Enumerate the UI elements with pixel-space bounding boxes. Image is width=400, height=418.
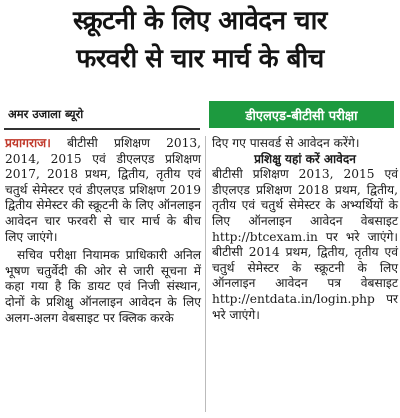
subhead: प्रशिक्षु यहां करें आवेदन (254, 151, 356, 166)
headline-line-1: स्क्रूटनी के लिए आवेदन चार (73, 6, 327, 36)
paragraph-2: सचिव परीक्षा नियामक प्राधिकारी अनिल भूषण चतुर्वेदी की ओर से जारी सूचना में कहा गया है कि डायट एवं निजी संस्थान, दोनों के प्रशिक्षु ऑनलाइन आवेदन के लिए अलग-अलग वेबसाइट पर क्लिक करके (5, 248, 201, 325)
dateline: प्रयागराज। (5, 136, 51, 150)
column-divider (205, 136, 206, 412)
paragraph-1-text: बीटीसी प्रशिक्षण 2013, 2014, 2015 एवं डीएलएड प्रशिक्षण 2017, 2018 प्रथम, द्वितीय, तृतीय एवं चतुर्थ सेमेस्टर एवं डीएलएड प्रशिक्षण 2019 द्वितीय सेमेस्टर की स्क्रूटनी के लिए ऑनलाइन आवेदन चार फरवरी से चार मार्च के बीच लिए जाएंगे। (5, 136, 201, 244)
byline-divider (4, 128, 200, 130)
section-banner: डीएलएड-बीटीसी परीक्षा (209, 101, 394, 128)
paragraph-3: बीटीसी प्रशिक्षण 2013, 2015 एवं डीएलएड प्रशिक्षण 2018 प्रथम, द्वितीय, तृतीय एवं चतुर्थ सेमेस्टर के अभ्यर्थियों के लिए ऑनलाइन आवेदन वेबसाइट http://btcexam.in पर भरे जाएंगे। बीटीसी 2014 प्रथम, द्वितीय, तृतीय एवं चतुर्थ सेमेस्टर के स्क्रूटनी के लिए ऑनलाइन आवेदन पत्र वेबसाइट http://entdata.in/login.php पर भरे जाएंगे। (212, 167, 398, 322)
headline (0, 2, 400, 78)
byline: अमर उजाला ब्यूरो (8, 107, 84, 121)
headline-line-2: फरवरी से चार मार्च के बीच (76, 44, 324, 74)
article-column-left (5, 136, 201, 326)
continuation-text: दिए गए पासवर्ड से आवेदन करेंगे। (212, 136, 360, 150)
paragraph-1 (5, 136, 201, 245)
article-column-right (212, 136, 398, 323)
